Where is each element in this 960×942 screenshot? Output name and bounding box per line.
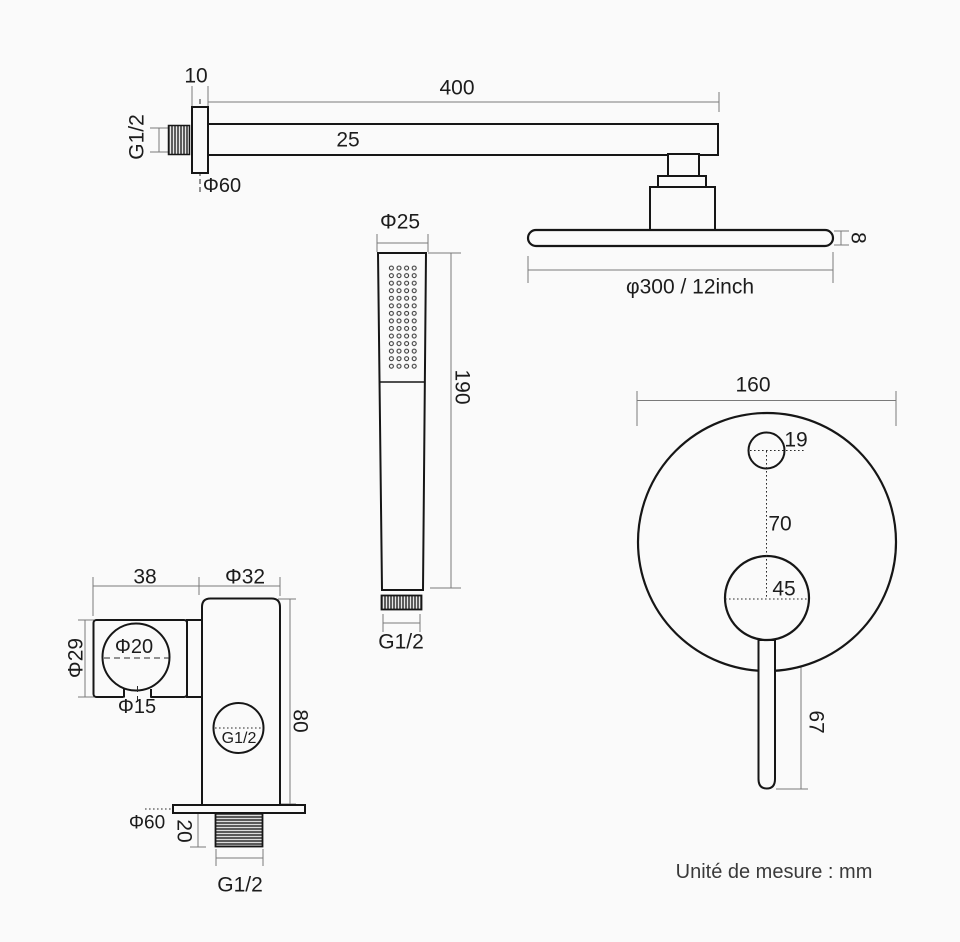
dim-label-holder-hole: Φ20 bbox=[114, 636, 154, 658]
dim-label-valve-diverter: 19 bbox=[784, 428, 808, 452]
dim-label-head-thickness: 8 bbox=[846, 232, 870, 244]
dim-label-holder-flange: Φ60 bbox=[128, 812, 166, 834]
dim-label-valve-plate: 160 bbox=[735, 373, 771, 397]
head-neck bbox=[668, 154, 699, 176]
elbow-flange bbox=[173, 805, 305, 813]
dim-label-holder-slot: Φ15 bbox=[117, 696, 157, 718]
elbow-body bbox=[202, 599, 280, 806]
dim-label-holder-inlet-thread: G1/2 bbox=[221, 730, 257, 747]
dim-label-holder-body-width: Φ32 bbox=[224, 565, 266, 589]
measurement-unit-note: Unité de mesure : mm bbox=[675, 861, 873, 883]
dim-label-hand-thread: G1/2 bbox=[378, 630, 424, 654]
dim-label-valve-spacing: 70 bbox=[768, 512, 792, 536]
mixer-valve-drawing bbox=[637, 391, 896, 789]
dim-label-holder-outlet-thread: G1/2 bbox=[217, 873, 263, 897]
dim-label-holder-bracket-height: Φ29 bbox=[64, 637, 88, 679]
dim-label-arm-thread: G1/2 bbox=[125, 114, 149, 160]
dim-label-head-diameter: φ300 / 12inch bbox=[625, 275, 755, 299]
holder-connector-plate bbox=[187, 620, 202, 697]
spray-nozzle-dots bbox=[388, 265, 419, 371]
dim-label-holder-bracket-width: 38 bbox=[133, 565, 157, 589]
hand-shower-drawing bbox=[377, 234, 461, 632]
head-step bbox=[658, 176, 706, 187]
dim-label-arm-offset: 10 bbox=[184, 64, 208, 88]
arm-wall-flange bbox=[192, 107, 208, 173]
elbow-thread bbox=[216, 814, 263, 847]
dim-label-holder-body-height: 80 bbox=[288, 709, 312, 733]
dim-label-valve-lever: 67 bbox=[804, 710, 828, 734]
head-disc bbox=[528, 230, 833, 246]
dim-label-valve-cartridge: 45 bbox=[772, 577, 796, 601]
shower-head-drawing bbox=[528, 154, 849, 283]
arm-thread-connector bbox=[169, 126, 190, 155]
arm-tube bbox=[208, 124, 718, 155]
head-ball-joint bbox=[650, 187, 715, 230]
dim-label-arm-flange: Φ60 bbox=[202, 175, 242, 197]
hand-shower-thread bbox=[382, 596, 422, 610]
mixer-lever bbox=[759, 640, 776, 789]
dim-label-arm-length: 400 bbox=[439, 76, 475, 100]
dim-label-hand-diameter: Φ25 bbox=[379, 210, 421, 234]
dim-label-arm-inset: 25 bbox=[336, 128, 360, 152]
dim-label-holder-thread-length: 20 bbox=[172, 819, 196, 843]
dim-label-hand-length: 190 bbox=[450, 369, 474, 405]
